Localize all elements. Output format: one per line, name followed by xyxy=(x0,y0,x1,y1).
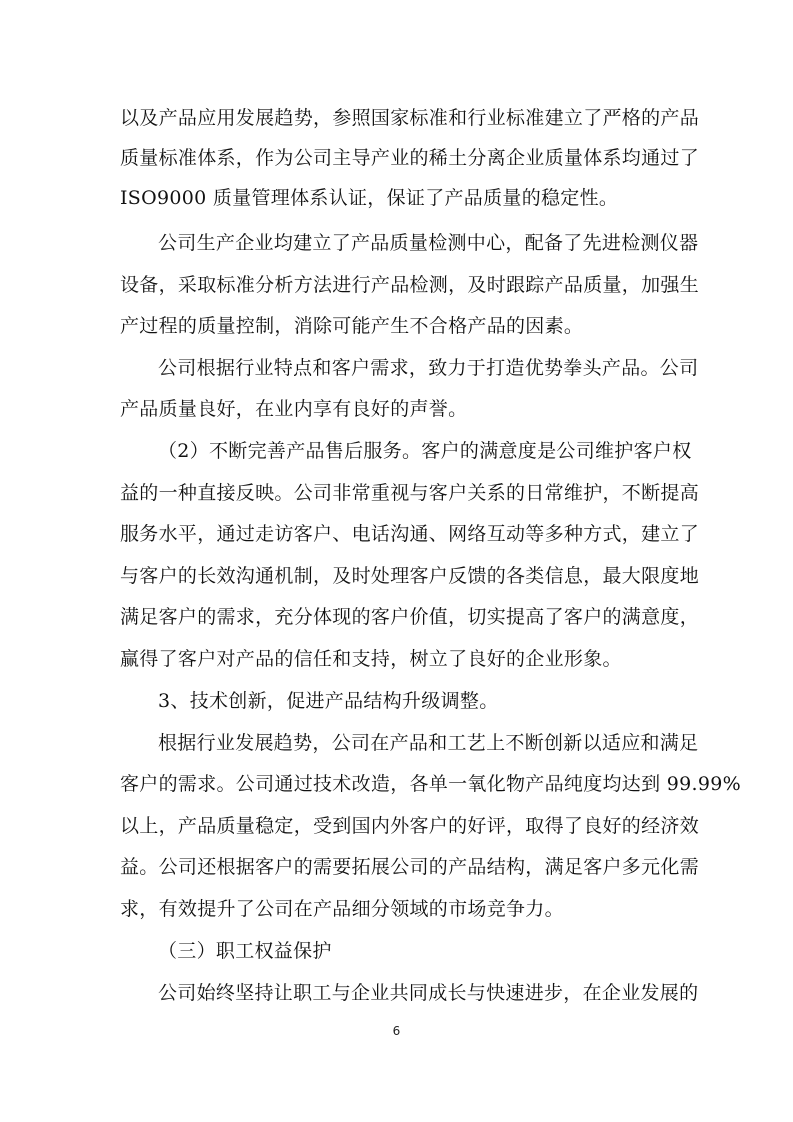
text-line: 求，有效提升了公司在产品细分领域的市场竞争力。 xyxy=(120,898,564,920)
text-line: （2）不断完善产品售后服务。客户的满意度是公司维护客户权 xyxy=(158,440,692,462)
text-line: 益的一种直接反映。公司非常重视与客户关系的日常维护，不断提高 xyxy=(120,482,700,504)
text-line: 客户的需求。公司通过技术改造，各单一氧化物产品纯度均达到 99.99% xyxy=(120,773,741,795)
text-line: 公司根据行业特点和客户需求，致力于打造优势拳头产品。公司 xyxy=(158,357,699,379)
text-line: 公司生产企业均建立了产品质量检测中心，配备了先进检测仪器 xyxy=(158,232,699,254)
text-line: 赢得了客户对产品的信任和支持，树立了良好的企业形象。 xyxy=(120,648,622,670)
text-line: 质量标准体系，作为公司主导产业的稀土分离企业质量体系均通过了 xyxy=(120,147,700,169)
text-line: 根据行业发展趋势，公司在产品和工艺上不断创新以适应和满足 xyxy=(158,732,699,754)
text-line: 设备，采取标准分析方法进行产品检测，及时跟踪产品质量，加强生 xyxy=(120,274,700,296)
text-line: 益。公司还根据客户的需要拓展公司的产品结构，满足客户多元化需 xyxy=(120,856,700,878)
text-line: 与客户的长效沟通机制，及时处理客户反馈的各类信息，最大限度地 xyxy=(120,565,700,587)
page-number: 6 xyxy=(392,1024,401,1038)
text-line: 产过程的质量控制，消除可能产生不合格产品的因素。 xyxy=(120,315,584,337)
text-line: 产品质量良好，在业内享有良好的声誉。 xyxy=(120,398,468,420)
text-line: 公司始终坚持让职工与企业共同成长与快速进步，在企业发展的 xyxy=(158,982,699,1004)
text-line: 服务水平，通过走访客户、电话沟通、网络互动等多种方式，建立了 xyxy=(120,523,700,545)
text-line: 满足客户的需求，充分体现的客户价值，切实提高了客户的满意度， xyxy=(120,606,700,628)
text-line: 以及产品应用发展趋势，参照国家标准和行业标准建立了严格的产品 xyxy=(120,107,700,129)
section-heading: 3、技术创新，促进产品结构升级调整。 xyxy=(158,690,499,712)
section-heading: （三）职工权益保护 xyxy=(158,940,332,962)
text-line: ISO9000 质量管理体系认证，保证了产品质量的稳定性。 xyxy=(120,187,619,209)
text-line: 以上，产品质量稳定，受到国内外客户的好评，取得了良好的经济效 xyxy=(120,815,700,837)
